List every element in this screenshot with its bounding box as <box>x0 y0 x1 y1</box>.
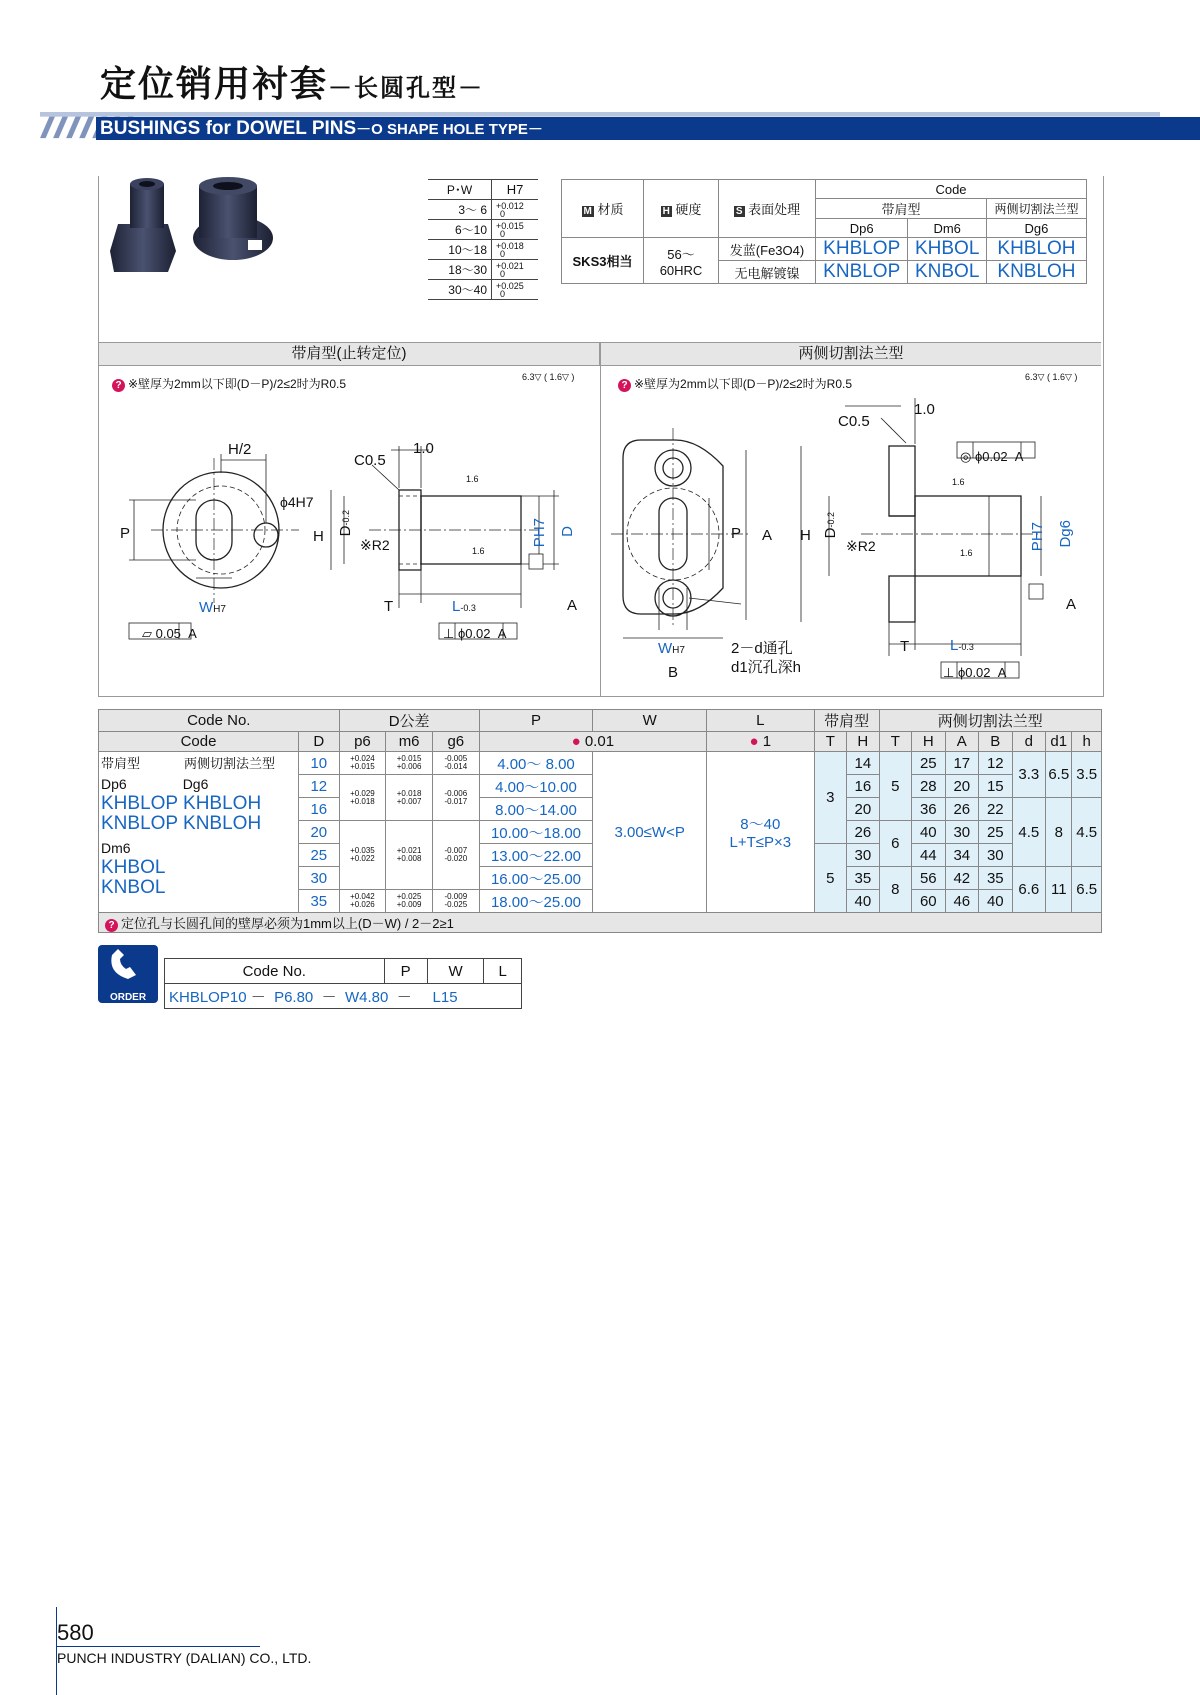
order-example: KHBLOP10 － P6.80 － W4.80 － L15 <box>165 984 522 1009</box>
mat-code: KNBLOH <box>986 261 1086 284</box>
mat-header-flange: 两侧切割法兰型 <box>986 199 1086 219</box>
cell-h-small: 4.5 <box>1072 798 1102 867</box>
h-g6: g6 <box>432 732 479 752</box>
dim-t: T <box>900 638 910 655</box>
h-d: D <box>298 732 339 752</box>
cell-g6: -0.006 -0.017 <box>432 775 479 821</box>
cell-flange-a: 42 <box>945 867 979 890</box>
hole-note-1: 2－d通孔 <box>731 640 793 657</box>
dim-h: H <box>800 527 811 544</box>
spec-table <box>98 709 1102 933</box>
cell-g6: -0.009 -0.025 <box>432 890 479 913</box>
h-d1: d1 <box>1046 732 1072 752</box>
dim-c05: C0.5 <box>354 452 386 469</box>
h-h-small: h <box>1072 732 1102 752</box>
h-t: T <box>879 732 911 752</box>
cell-d: 16 <box>298 798 339 821</box>
cell-m6: +0.018 +0.007 <box>386 775 433 821</box>
cell-m6: +0.025 +0.009 <box>386 890 433 913</box>
mat-header-material: M 材质 <box>562 180 644 238</box>
title-en-suffix: －O SHAPE HOLE TYPE－ <box>356 121 543 138</box>
tol-range: 3～ 6 <box>428 200 492 220</box>
datum-a: A <box>567 597 578 614</box>
cell-p: 4.00～ 8.00 <box>479 752 593 775</box>
dim-d-right: D <box>559 526 576 537</box>
cell-p6: +0.042 +0.026 <box>339 890 386 913</box>
dim-dg6: Dg6 <box>1057 520 1074 548</box>
mat-surface: 无电解镀镍 <box>719 261 816 284</box>
h-p: P <box>479 710 593 732</box>
cell-shoulder-t: 3 <box>814 752 846 844</box>
tol-range: 18～30 <box>428 260 492 280</box>
h-p6: p6 <box>339 732 386 752</box>
mat-code: KNBLOP <box>816 261 908 284</box>
cell-m6: +0.021 +0.008 <box>386 821 433 890</box>
cell-flange-h: 56 <box>912 867 946 890</box>
hole-note-2: d1沉孔深h <box>731 659 802 676</box>
order-header: L <box>484 959 522 984</box>
section-title-flange: 两侧切割法兰型 <box>601 342 1101 366</box>
cell-d: 30 <box>298 867 339 890</box>
h-code: Code <box>99 732 299 752</box>
dim-ph7: PH7 <box>1029 522 1046 552</box>
cell-flange-h: 44 <box>912 844 946 867</box>
perp-label: ⊥ ϕ0.02 A <box>443 626 507 641</box>
cell-d: 12 <box>298 775 339 798</box>
dim-p: P <box>731 525 742 542</box>
note-right: ? ※壁厚为2mm以下即(D－P)/2≤2时为R0.5 <box>618 375 852 392</box>
code-block: 带肩型 两侧切割法兰型 Dp6 Dg6 KHBLOP KHBLOH KNBLOP KNBLOH Dm6 KHBOL KNBOL <box>99 752 299 913</box>
cell-w: 3.00≤W<P <box>593 752 707 913</box>
cell-flange-b: 15 <box>979 775 1013 798</box>
mat-header-hardness: H 硬度 <box>644 180 719 238</box>
cell-p6: +0.024 +0.015 <box>339 752 386 775</box>
cell-d-small: 6.6 <box>1012 867 1046 913</box>
dim-t: T <box>384 598 394 615</box>
tol-value: +0.012 0 <box>492 200 539 220</box>
cell-shoulder-h: 26 <box>847 821 879 844</box>
roughness-mark: 1.6 <box>952 477 965 487</box>
h-h: H <box>847 732 879 752</box>
cell-flange-a: 46 <box>945 890 979 913</box>
cell-shoulder-h: 40 <box>847 890 879 913</box>
dim-h2: H/2 <box>228 441 252 458</box>
dim-ph7: PH7 <box>531 518 548 548</box>
cell-flange-b: 25 <box>979 821 1013 844</box>
cell-p: 4.00～10.00 <box>479 775 593 798</box>
h-unit-p: ● 0.01 <box>479 732 706 752</box>
page-title <box>100 56 484 107</box>
cell-d1: 11 <box>1046 867 1072 913</box>
mat-header-surface: S 表面处理 <box>719 180 816 238</box>
h-h: H <box>912 732 946 752</box>
tol-value: +0.025 0 <box>492 280 539 300</box>
order-badge: ORDER <box>98 945 158 1003</box>
cell-l: 8～40 L+T≤P×3 <box>707 752 815 913</box>
cell-d-small: 4.5 <box>1012 798 1046 867</box>
mat-header-dp6: Dp6 <box>816 219 908 238</box>
dim-a: A <box>762 527 773 544</box>
dim-phi4: ϕ4H7 <box>280 494 314 510</box>
cell-p: 10.00～18.00 <box>479 821 593 844</box>
info-icon: ? <box>618 379 631 392</box>
cell-p: 18.00～25.00 <box>479 890 593 913</box>
flatness-label: ⏥ 0.05 A <box>142 626 197 641</box>
cell-g6: -0.005 -0.014 <box>432 752 479 775</box>
cell-flange-t: 5 <box>879 752 911 821</box>
mat-header-dm6: Dm6 <box>908 219 987 238</box>
h-l: L <box>707 710 815 732</box>
mat-hardness: 56～60HRC <box>644 238 719 284</box>
cell-flange-a: 17 <box>945 752 979 775</box>
cell-h-small: 3.5 <box>1072 752 1102 798</box>
cell-d: 35 <box>298 890 339 913</box>
cell-d-small: 3.3 <box>1012 752 1046 798</box>
cell-flange-b: 22 <box>979 798 1013 821</box>
cell-h-small: 6.5 <box>1072 867 1102 913</box>
cell-flange-t: 6 <box>879 821 911 867</box>
h-unit-l: ● 1 <box>707 732 815 752</box>
perp-label: ⊥ ϕ0.02 A <box>943 665 1007 680</box>
dim-l: L-0.3 <box>950 637 974 654</box>
page-number: 580 <box>57 1620 94 1645</box>
cell-flange-a: 34 <box>945 844 979 867</box>
order-header: W <box>427 959 484 984</box>
order-header: Code No. <box>165 959 385 984</box>
h-m6: m6 <box>386 732 433 752</box>
dim-l: L-0.3 <box>452 598 476 615</box>
cell-flange-b: 40 <box>979 890 1013 913</box>
title-en: BUSHINGS for DOWEL PINS－O SHAPE HOLE TYPE－ <box>100 118 543 139</box>
info-icon: ? <box>112 379 125 392</box>
cell-shoulder-h: 30 <box>847 844 879 867</box>
spec-footnote: ? 定位孔与长圆孔间的壁厚必须为1mm以上(D－W) / 2－2≥1 <box>99 913 1102 933</box>
roughness-mark: 1.6 <box>472 546 485 556</box>
tol-range: 10～18 <box>428 240 492 260</box>
cell-flange-h: 28 <box>912 775 946 798</box>
cell-p6: +0.035 +0.022 <box>339 821 386 890</box>
cell-flange-b: 12 <box>979 752 1013 775</box>
mat-code: KHBLOH <box>986 238 1086 261</box>
tolerance-table <box>428 179 538 300</box>
company-name: PUNCH INDUSTRY (DALIAN) CO., LTD. <box>57 1650 312 1666</box>
section-title-shoulder: 带肩型(止转定位) <box>99 342 600 366</box>
title-cn: 定位销用衬套 <box>100 63 329 104</box>
mat-code: KNBOL <box>908 261 987 284</box>
tol-value: +0.021 0 <box>492 260 539 280</box>
h-a: A <box>945 732 979 752</box>
cell-shoulder-h: 35 <box>847 867 879 890</box>
dim-h: H <box>313 528 324 545</box>
cell-shoulder-h: 16 <box>847 775 879 798</box>
cell-d1: 6.5 <box>1046 752 1072 798</box>
mat-code: KHBOL <box>908 238 987 261</box>
roughness-symbol: 6.3▽ ( 1.6▽ ) <box>1025 372 1078 382</box>
roughness-mark: 1.6 <box>466 474 479 484</box>
dim-r2: ※R2 <box>846 538 876 554</box>
cell-flange-h: 36 <box>912 798 946 821</box>
roughness-mark: 1.6 <box>960 548 973 558</box>
order-header: P <box>384 959 427 984</box>
cell-d: 20 <box>298 821 339 844</box>
mat-header-code: Code <box>816 180 1087 199</box>
cell-flange-b: 35 <box>979 867 1013 890</box>
tol-range: 30～40 <box>428 280 492 300</box>
cell-flange-h: 40 <box>912 821 946 844</box>
mat-header-dg6: Dg6 <box>986 219 1086 238</box>
roughness-symbol: 6.3▽ ( 1.6▽ ) <box>522 372 575 382</box>
cell-d: 25 <box>298 844 339 867</box>
h-d-small: d <box>1012 732 1046 752</box>
dim-p: P <box>120 525 131 542</box>
material-table <box>561 179 1087 284</box>
cell-p: 13.00～22.00 <box>479 844 593 867</box>
mat-header-shoulder: 带肩型 <box>816 199 987 219</box>
dim-1-0: 1.0 <box>914 401 935 418</box>
cell-shoulder-h: 14 <box>847 752 879 775</box>
h-t: T <box>814 732 846 752</box>
h-b: B <box>979 732 1013 752</box>
product-photo <box>108 176 283 276</box>
concentricity-label: ◎ ϕ0.02 A <box>960 449 1024 464</box>
dim-1-0: 1.0 <box>413 440 434 457</box>
dim-c05: C0.5 <box>838 413 870 430</box>
tol-range: 6～10 <box>428 220 492 240</box>
cell-flange-h: 60 <box>912 890 946 913</box>
cell-d: 10 <box>298 752 339 775</box>
cell-p6: +0.029 +0.018 <box>339 775 386 821</box>
cell-d1: 8 <box>1046 798 1072 867</box>
tol-value: +0.015 0 <box>492 220 539 240</box>
cell-p: 8.00～14.00 <box>479 798 593 821</box>
h-shoulder: 带肩型 <box>814 710 879 732</box>
mat-surface: 发蓝(Fe3O4) <box>719 238 816 261</box>
h-flange: 两侧切割法兰型 <box>879 710 1101 732</box>
dim-w: WH7 <box>199 599 226 616</box>
mat-material: SKS3相当 <box>562 238 644 284</box>
cell-g6: -0.007 -0.020 <box>432 821 479 890</box>
cell-flange-h: 25 <box>912 752 946 775</box>
cell-flange-t: 8 <box>879 867 911 913</box>
dim-d-left: D-0.2 <box>337 510 354 537</box>
order-table <box>164 958 522 1009</box>
datum-a: A <box>1066 596 1077 613</box>
tol-header-pw: P･W <box>428 180 492 200</box>
cell-flange-a: 26 <box>945 798 979 821</box>
cell-flange-a: 20 <box>945 775 979 798</box>
tol-value: +0.018 0 <box>492 240 539 260</box>
dim-w: WH7 <box>658 640 685 657</box>
h-w: W <box>593 710 707 732</box>
cell-shoulder-t: 5 <box>814 844 846 913</box>
phone-icon <box>98 945 158 987</box>
note-left: ? ※壁厚为2mm以下即(D－P)/2≤2时为R0.5 <box>112 375 346 392</box>
dim-r2: ※R2 <box>360 537 390 553</box>
h-dtol: D公差 <box>339 710 479 732</box>
title-cn-suffix: －长圆孔型－ <box>328 75 485 102</box>
cell-flange-b: 30 <box>979 844 1013 867</box>
cell-shoulder-h: 20 <box>847 798 879 821</box>
dim-b: B <box>668 664 679 681</box>
cell-flange-a: 30 <box>945 821 979 844</box>
dim-d-left: D-0.2 <box>822 512 839 539</box>
drawing-shoulder <box>99 398 599 696</box>
h-codeno: Code No. <box>99 710 340 732</box>
cell-p: 16.00～25.00 <box>479 867 593 890</box>
mat-code: KHBLOP <box>816 238 908 261</box>
tol-header-h7: H7 <box>492 180 539 200</box>
footer-rule <box>56 1646 260 1647</box>
cell-m6: +0.015 +0.006 <box>386 752 433 775</box>
